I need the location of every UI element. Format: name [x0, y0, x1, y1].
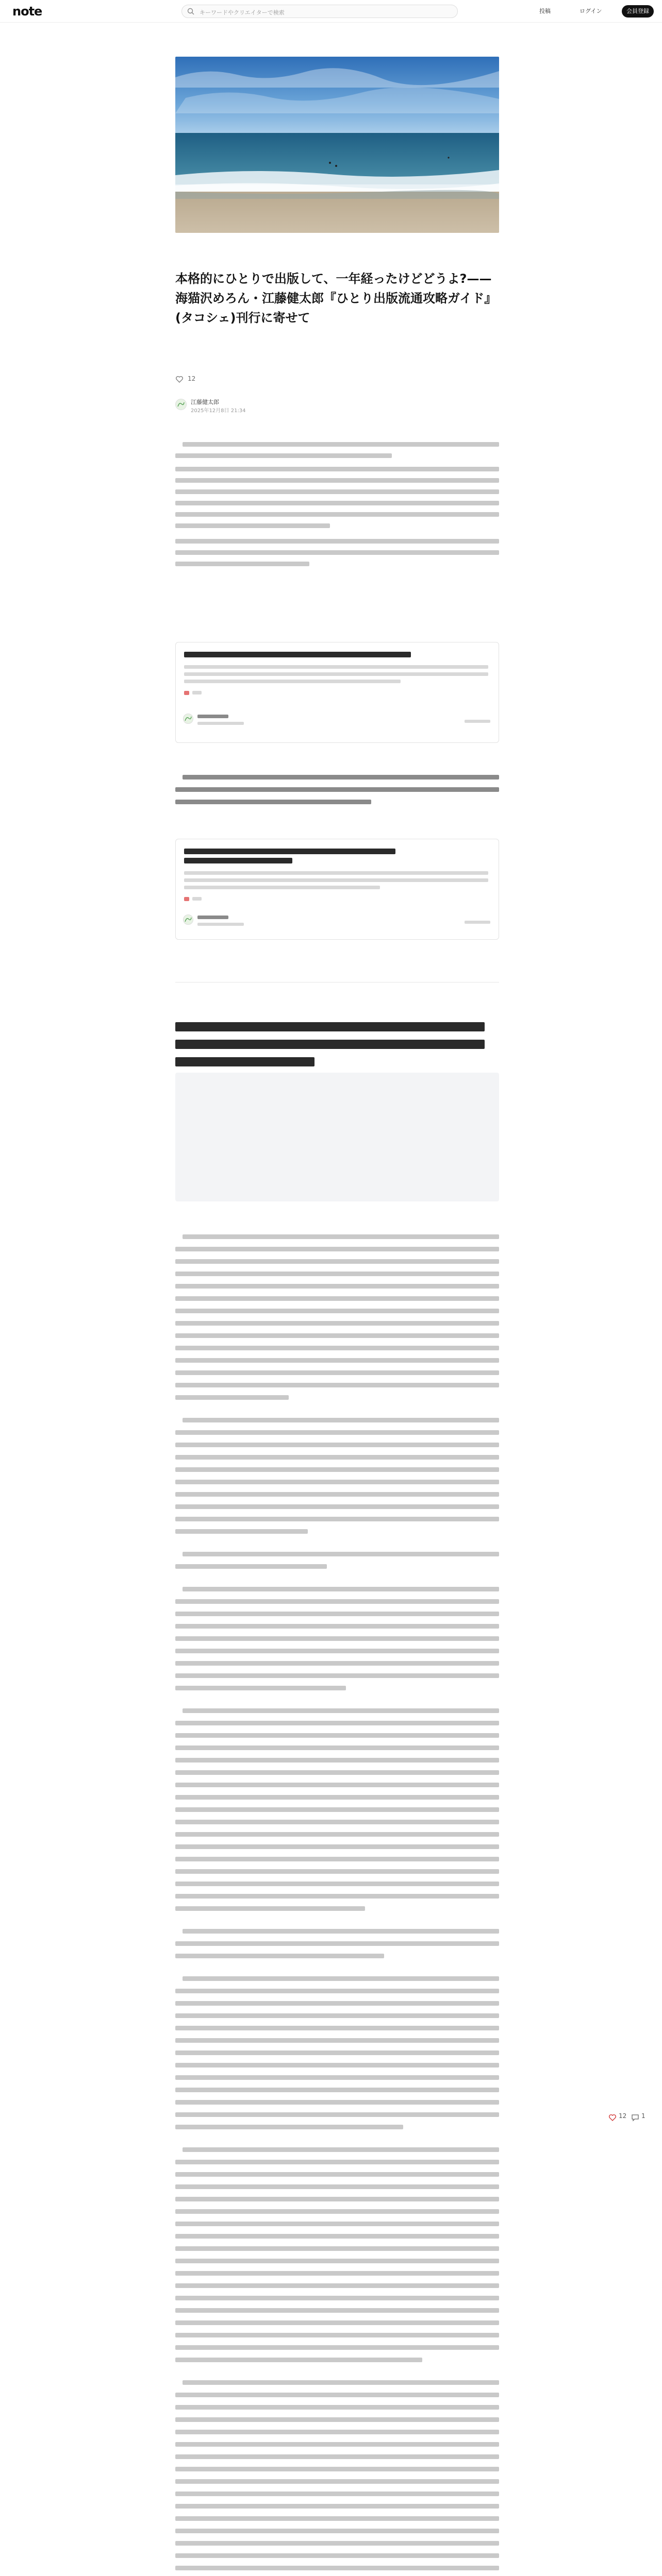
- card-excerpt-line: [184, 871, 488, 875]
- text-line: [175, 2430, 499, 2434]
- text-line: [175, 1783, 499, 1787]
- post-button[interactable]: [539, 5, 551, 18]
- text-line: [183, 2380, 499, 2385]
- text-line: [175, 1745, 499, 1750]
- avatar[interactable]: [175, 399, 187, 410]
- text-line: [175, 1040, 485, 1049]
- heart-icon[interactable]: [175, 375, 184, 383]
- text-line: [175, 1686, 346, 1690]
- text-line: [175, 1989, 499, 1993]
- text-line: [175, 2393, 499, 2397]
- text-line: [175, 1599, 499, 1604]
- text-line: [175, 1455, 499, 1460]
- card-like-count: [192, 897, 202, 901]
- card-date: [197, 722, 244, 725]
- quote-box: [175, 1073, 499, 1201]
- card-more-icon[interactable]: [465, 720, 490, 723]
- author-date: 2025年12月8日 21:34: [191, 408, 246, 414]
- text-line: [175, 2492, 499, 2496]
- text-line: [175, 2479, 499, 2484]
- text-line: [175, 2013, 499, 2018]
- text-line: [175, 2222, 499, 2226]
- text-line: [175, 1733, 499, 1738]
- login-button[interactable]: ログイン: [580, 8, 602, 14]
- text-line: [175, 453, 392, 458]
- text-line: [175, 2454, 499, 2459]
- text-line: [175, 2358, 422, 2362]
- text-line: [175, 1284, 499, 1289]
- text-line: [175, 539, 499, 544]
- text-line: [175, 1941, 499, 1946]
- text-line: [175, 2541, 499, 2546]
- text-line: [175, 1795, 499, 1800]
- top-header: [0, 0, 662, 23]
- text-line: [175, 2075, 499, 2080]
- search-placeholder: キーワードやクリエイターで検索: [200, 9, 285, 16]
- floating-like-count: 12: [619, 2112, 627, 2120]
- text-line: [175, 1480, 499, 1484]
- link-card[interactable]: [175, 642, 499, 743]
- text-line: [175, 2026, 499, 2030]
- text-line: [175, 2516, 499, 2521]
- card-like-count: [192, 691, 202, 694]
- text-line: [175, 1894, 499, 1899]
- text-line: [175, 478, 499, 483]
- text-line: [183, 442, 499, 447]
- text-line: [175, 1649, 499, 1653]
- text-line: [175, 1882, 499, 1886]
- search-input[interactable]: [181, 5, 458, 18]
- text-line: [175, 2529, 499, 2533]
- text-line: [175, 1758, 499, 1762]
- text-line: [175, 1807, 499, 1812]
- text-line: [175, 2271, 499, 2276]
- text-line: [183, 1418, 499, 1422]
- text-line: [175, 2197, 499, 2201]
- text-line: [175, 1272, 499, 1276]
- text-line: [175, 2209, 499, 2214]
- floating-comment-count: 1: [641, 2112, 646, 2120]
- text-line: [175, 1564, 327, 1569]
- text-line: [175, 2504, 499, 2509]
- text-line: [175, 1504, 499, 1509]
- text-line: [175, 2184, 499, 2189]
- like-count: 12: [188, 375, 196, 382]
- hero-image: [175, 57, 499, 233]
- note-logo[interactable]: note: [12, 4, 42, 19]
- text-line: [175, 2050, 499, 2055]
- card-title-line: [184, 652, 411, 657]
- heart-icon: [184, 897, 189, 901]
- text-line: [175, 1430, 499, 1435]
- text-line: [183, 1708, 499, 1713]
- avatar: [183, 714, 193, 724]
- text-line: [175, 1624, 499, 1629]
- text-line: [175, 1370, 499, 1375]
- text-line: [175, 1857, 499, 1861]
- text-line: [175, 2296, 499, 2300]
- text-line: [175, 550, 499, 555]
- signup-button[interactable]: 会員登録: [622, 5, 654, 18]
- text-line: [175, 1832, 499, 1837]
- text-line: [175, 2038, 499, 2043]
- link-card[interactable]: [175, 839, 499, 940]
- text-line: [175, 1820, 499, 1824]
- text-line: [183, 1234, 499, 1239]
- text-line: [175, 2160, 499, 2164]
- text-line: [175, 1844, 499, 1849]
- avatar: [183, 914, 193, 925]
- card-more-icon[interactable]: [465, 921, 490, 924]
- text-line: [175, 787, 499, 792]
- text-line: [175, 2320, 499, 2325]
- text-line: [175, 1395, 289, 1400]
- text-line: [175, 1517, 499, 1521]
- card-author: [197, 715, 228, 718]
- text-line: [175, 1321, 499, 1326]
- comment-icon[interactable]: [631, 2113, 639, 2122]
- text-line: [175, 1612, 499, 1616]
- article-title: 本格的にひとりで出版して、一年経ったけどどうよ?——海猫沢めろん・江藤健太郎『ひとり出版流通攻略ガイド』(タコシェ)刊行に寄せて: [175, 272, 497, 325]
- card-date: [197, 923, 244, 926]
- heart-icon[interactable]: [608, 2113, 617, 2122]
- search-icon: [187, 8, 194, 15]
- heart-icon: [184, 691, 189, 695]
- text-line: [175, 2172, 499, 2177]
- text-line: [175, 2333, 499, 2337]
- text-line: [175, 2442, 499, 2447]
- text-line: [175, 1333, 499, 1338]
- text-line: [175, 467, 499, 471]
- text-line: [175, 1636, 499, 1641]
- text-line: [175, 523, 330, 528]
- text-line: [175, 1296, 499, 1301]
- text-line: [175, 2405, 499, 2410]
- text-line: [175, 2234, 499, 2239]
- text-line: [175, 2553, 499, 2558]
- card-title-line: [184, 858, 292, 863]
- text-line: [175, 1443, 499, 1447]
- text-line: [175, 1467, 499, 1472]
- author-block[interactable]: [175, 398, 330, 413]
- card-excerpt-line: [184, 886, 380, 889]
- text-line: [175, 1358, 499, 1363]
- text-line: [183, 1929, 499, 1934]
- text-line: [175, 800, 371, 804]
- card-author: [197, 916, 228, 919]
- text-line: [175, 2063, 499, 2067]
- text-line: [175, 1906, 365, 1911]
- card-excerpt-line: [184, 665, 488, 669]
- card-title-line: [184, 849, 395, 854]
- card-excerpt-line: [184, 672, 488, 676]
- text-line: [175, 2246, 499, 2251]
- text-line: [175, 2001, 499, 2006]
- text-line: [183, 1587, 499, 1591]
- text-line: [175, 1057, 315, 1066]
- text-line: [183, 2147, 499, 2152]
- text-line: [175, 2100, 499, 2105]
- text-line: [175, 2308, 499, 2313]
- text-line: [175, 489, 499, 494]
- post-label: 投稿: [539, 8, 551, 14]
- text-line: [175, 1309, 499, 1313]
- text-line: [183, 1976, 499, 1981]
- text-line: [175, 2125, 403, 2129]
- text-line: [175, 2417, 499, 2422]
- text-line: [175, 2345, 499, 2350]
- text-line: [175, 1954, 384, 1958]
- text-line: [175, 1259, 499, 1264]
- text-line: [175, 1383, 499, 1387]
- text-line: [183, 775, 499, 779]
- text-line: [175, 1529, 308, 1534]
- text-line: [175, 1346, 499, 1350]
- text-line: [175, 1673, 499, 1678]
- text-line: [175, 2283, 499, 2288]
- text-line: [175, 562, 309, 566]
- text-line: [175, 1022, 485, 1031]
- text-line: [175, 2566, 499, 2570]
- text-line: [175, 2112, 499, 2117]
- text-line: [175, 2088, 499, 2092]
- text-line: [175, 1770, 499, 1775]
- text-line: [175, 1661, 499, 1666]
- text-line: [175, 512, 499, 517]
- text-line: [175, 1247, 499, 1251]
- text-line: [175, 501, 499, 505]
- text-line: [175, 1721, 499, 1725]
- card-excerpt-line: [184, 878, 488, 882]
- text-line: [175, 2259, 499, 2263]
- card-excerpt-line: [184, 680, 401, 683]
- author-name[interactable]: 江藤健太郎: [191, 399, 219, 405]
- text-line: [183, 1552, 499, 1556]
- text-line: [175, 1869, 499, 1874]
- text-line: [175, 2467, 499, 2471]
- text-line: [175, 1492, 499, 1497]
